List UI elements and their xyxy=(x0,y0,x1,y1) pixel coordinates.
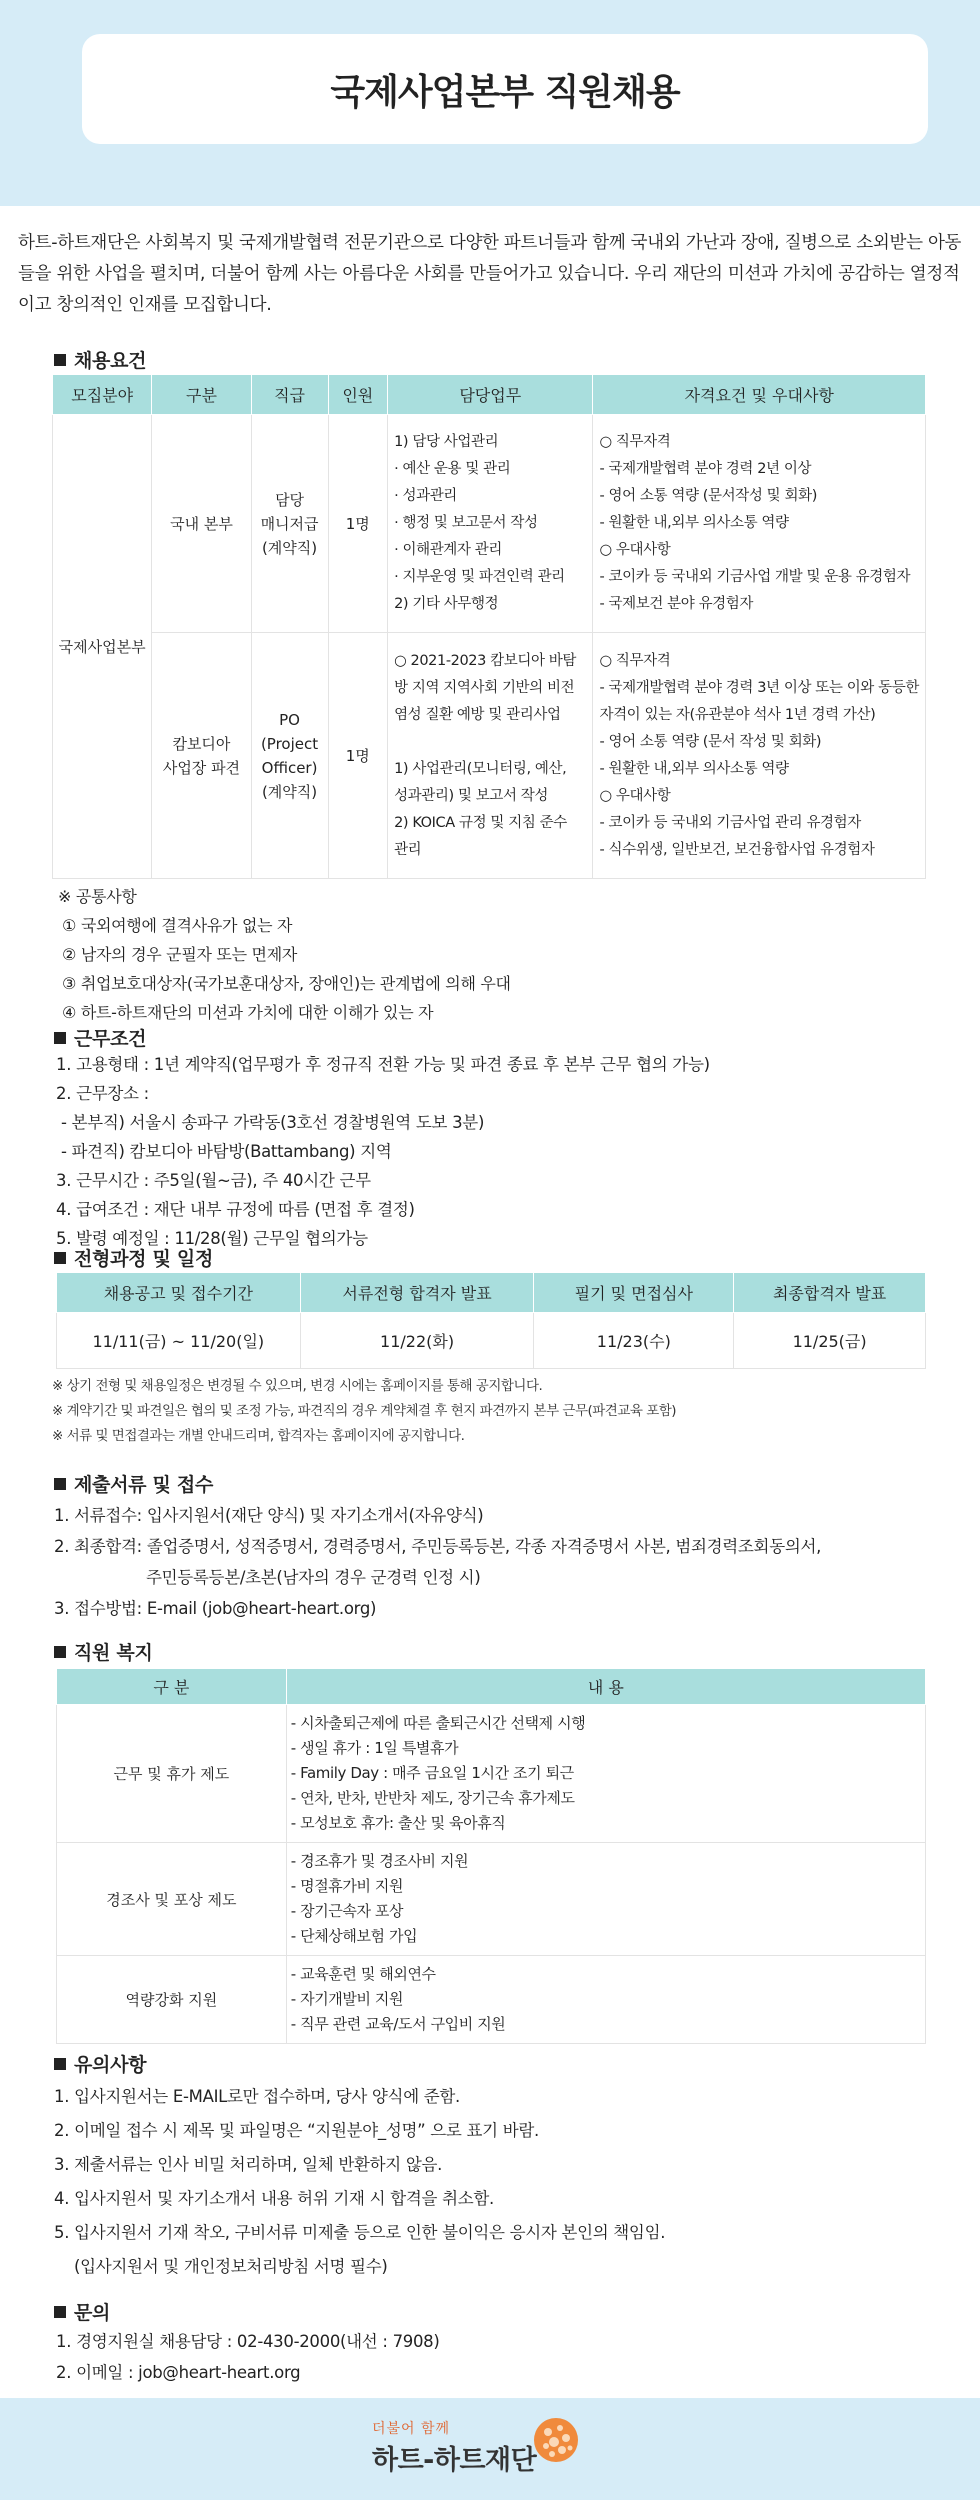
header-cell: 구분 xyxy=(152,375,251,415)
documents-list xyxy=(54,1500,821,1624)
field-cell: 국제사업본부 xyxy=(53,415,152,879)
list-item: ② 남자의 경우 군필자 또는 면제자 xyxy=(62,945,298,964)
grade-line: 담당 xyxy=(275,490,305,509)
list-item: ③ 취업보호대상자(국가보훈대상자, 장애인)는 관계법에 의해 우대 xyxy=(62,974,511,993)
welfare-line: - 연차, 반차, 반반차 제도, 장기근속 휴가제도 xyxy=(290,1789,575,1807)
duty-line: ○ 2021-2023 캄보디아 바탐 xyxy=(394,652,577,669)
requirements-title: 채용요건 xyxy=(74,350,147,372)
welfare-line: - 시차출퇴근제에 따른 출퇴근시간 선택제 시행 xyxy=(290,1714,586,1732)
grade-line: (계약직) xyxy=(261,538,318,557)
schedule-cell: 11/11(금) ~ 11/20(일) xyxy=(57,1313,301,1369)
square-bullet-icon xyxy=(54,1478,66,1490)
list-item: ④ 하트-하트재단의 미션과 가치에 대한 이해가 있는 자 xyxy=(62,1003,434,1022)
grade-cell xyxy=(251,415,328,633)
qual-line: - 국제개발협력 분야 경력 3년 이상 또는 이와 동등한 xyxy=(599,679,919,696)
footer-band xyxy=(0,2398,980,2500)
cautions-list xyxy=(54,2080,665,2284)
documents-heading xyxy=(54,1470,213,1497)
quals-cell xyxy=(593,633,926,879)
welfare-category: 경조사 및 포상 제도 xyxy=(57,1843,287,1956)
contact-title: 문의 xyxy=(74,2302,111,2324)
count-cell: 1명 xyxy=(328,633,388,879)
logo-org-name: 하트-하트재단 xyxy=(372,2445,537,2476)
note-line: ※ 상기 전형 및 채용일정은 변경될 수 있으며, 변경 시에는 홈페이지를 통해 공지합니다. xyxy=(52,1378,543,1394)
duty-line: · 지부운영 및 파견인력 관리 xyxy=(394,569,565,585)
list-item: 1. 서류접수: 입사지원서(재단 양식) 및 자기소개서(자유양식) xyxy=(54,1506,484,1525)
welfare-line: - 모성보호 휴가: 출산 및 육아휴직 xyxy=(290,1814,506,1832)
cautions-heading xyxy=(54,2050,146,2077)
qual-line: ○ 우대사항 xyxy=(599,542,671,558)
square-bullet-icon xyxy=(54,2306,66,2318)
list-item: 5. 발령 예정일 : 11/28(월) 근무일 협의가능 xyxy=(56,1229,368,1248)
list-item: 4. 입사지원서 및 자기소개서 내용 허위 기재 시 합격을 취소함. xyxy=(54,2189,494,2208)
contact-list xyxy=(56,2326,440,2388)
header-cell: 자격요건 및 우대사항 xyxy=(593,375,926,415)
welfare-items xyxy=(286,1843,925,1956)
table-row xyxy=(53,415,926,633)
table-row xyxy=(57,1313,926,1369)
table-row xyxy=(57,1705,926,1843)
list-item: 주민등록등본/초본(남자의 경우 군경력 인정 시) xyxy=(146,1568,481,1587)
grade-line: Officer) xyxy=(261,758,318,777)
welfare-line: - 명절휴가비 지원 xyxy=(290,1877,404,1895)
duty-line: · 이해관계자 관리 xyxy=(394,542,502,558)
duty-line: · 성과관리 xyxy=(394,488,457,504)
count-cell: 1명 xyxy=(328,415,388,633)
list-item: 2. 근무장소 : xyxy=(56,1084,149,1103)
list-item: 3. 근무시간 : 주5일(월~금), 주 40시간 근무 xyxy=(56,1171,371,1190)
welfare-category: 근무 및 휴가 제도 xyxy=(57,1705,287,1843)
list-item: 5. 입사지원서 기재 착오, 구비서류 미제출 등으로 인한 불이익은 응시자 본인의 책임임. xyxy=(54,2223,666,2242)
header-cell: 필기 및 면접심사 xyxy=(534,1273,734,1313)
note-line: ※ 서류 및 면접결과는 개별 안내드리며, 합격자는 홈페이지에 공지합니다. xyxy=(52,1428,465,1444)
duty-line: 2) KOICA 규정 및 지침 준수 xyxy=(394,814,567,831)
qual-line: ○ 직무자격 xyxy=(599,434,671,450)
schedule-cell: 11/23(수) xyxy=(534,1313,734,1369)
list-item: 2. 이메일 접수 시 제목 및 파일명은 “지원분야_성명” 으로 표기 바람. xyxy=(54,2121,539,2140)
square-bullet-icon xyxy=(54,1252,66,1264)
grade-line: 매니저급 xyxy=(260,514,319,533)
duty-line: 염성 질환 예방 및 관리사업 xyxy=(394,706,561,723)
list-item: 4. 급여조건 : 재단 내부 규정에 따름 (면접 후 결정) xyxy=(56,1200,415,1219)
common-notes-title: ※ 공통사항 xyxy=(58,887,137,906)
duty-line: 1) 담당 사업관리 xyxy=(394,434,499,450)
welfare-line: - 장기근속자 포상 xyxy=(290,1902,404,1920)
list-item: 1. 경영지원실 채용담당 : 02-430-2000(내선 : 7908) xyxy=(56,2332,440,2351)
table-row xyxy=(53,633,926,879)
common-notes xyxy=(58,882,511,1027)
grade-line: PO xyxy=(279,710,300,729)
duty-line: · 행정 및 보고문서 작성 xyxy=(394,515,538,531)
table-header-row xyxy=(53,375,926,415)
qual-line: ○ 우대사항 xyxy=(599,787,671,804)
grade-line: (Project xyxy=(260,734,319,753)
org-logo xyxy=(372,2414,612,2484)
welfare-line: - 생일 휴가 : 1일 특별휴가 xyxy=(290,1739,459,1757)
welfare-line: - 단체상해보험 가입 xyxy=(290,1927,418,1945)
logo-tagline: 더불어 함께 xyxy=(372,2421,451,2437)
schedule-heading xyxy=(54,1244,213,1271)
list-item: 3. 접수방법: E-mail (job@heart-heart.org) xyxy=(54,1599,377,1618)
schedule-notes xyxy=(52,1374,676,1449)
duty-line: 2) 기타 사무행정 xyxy=(394,596,499,612)
header-band xyxy=(0,0,980,206)
note-line: ※ 계약기간 및 파견일은 협의 및 조정 가능, 파견직의 경우 계약체결 후 현지 파견까지 본부 근무(파견교육 포함) xyxy=(52,1403,677,1419)
header-cell: 모집분야 xyxy=(53,375,152,415)
welfare-items xyxy=(286,1705,925,1843)
page-title: 국제사업본부 직원채용 xyxy=(330,71,680,113)
qual-line: - 식수위생, 일반보건, 보건융합사업 유경험자 xyxy=(599,841,875,858)
cautions-title: 유의사항 xyxy=(74,2054,147,2076)
contact-heading xyxy=(54,2298,110,2325)
list-item: 1. 입사지원서는 E-MAIL로만 접수하며, 당사 양식에 준함. xyxy=(54,2087,461,2106)
header-cell: 최종합격자 발표 xyxy=(734,1273,926,1313)
grade-line: (계약직) xyxy=(261,782,318,801)
requirements-heading xyxy=(54,346,146,373)
heart-globe-icon xyxy=(532,2416,580,2464)
division-line: 사업장 파견 xyxy=(162,758,241,777)
schedule-title: 전형과정 및 일정 xyxy=(74,1248,214,1270)
table-header-row xyxy=(57,1273,926,1313)
division-line: 캄보디아 xyxy=(172,734,231,753)
square-bullet-icon xyxy=(54,2058,66,2070)
schedule-cell: 11/22(화) xyxy=(300,1313,534,1369)
title-card xyxy=(82,34,928,144)
qual-line: - 국제개발협력 분야 경력 2년 이상 xyxy=(599,461,812,477)
welfare-line: - 자기개발비 지원 xyxy=(290,1990,404,2008)
qual-line: - 원활한 내,외부 의사소통 역량 xyxy=(599,515,789,531)
duties-cell xyxy=(388,415,593,633)
conditions-title: 근무조건 xyxy=(74,1028,147,1050)
division-cell xyxy=(152,633,251,879)
duties-cell xyxy=(388,633,593,879)
welfare-category: 역량강화 지원 xyxy=(57,1956,287,2044)
welfare-table xyxy=(56,1668,926,2044)
welfare-line: - 직무 관련 교육/도서 구입비 지원 xyxy=(290,2015,506,2033)
square-bullet-icon xyxy=(54,1032,66,1044)
conditions-list xyxy=(56,1050,710,1253)
header-cell: 직급 xyxy=(251,375,328,415)
header-cell: 내 용 xyxy=(286,1669,925,1705)
header-cell: 인원 xyxy=(328,375,388,415)
intro-text: 하트-하트재단은 사회복지 및 국제개발협력 전문기관으로 다양한 파트너들과 함께 국내외 가난과 장애, 질병으로 소외받는 아동들을 위한 사업을 펼치며, 더불어 함께 사는 아름다운 사회를 만들어가고 있습니다. 우리 재단의 미션과 가치에 공감하는 열정적이고 창의적인 인재를 모집합니다. xyxy=(18,233,962,315)
list-item: - 본부직) 서울시 송파구 가락동(3호선 경찰병원역 도보 3분) xyxy=(56,1113,485,1132)
schedule-table xyxy=(56,1272,926,1369)
schedule-cell: 11/25(금) xyxy=(734,1313,926,1369)
list-item: 2. 최종합격: 졸업증명서, 성적증명서, 경력증명서, 주민등록등본, 각종 자격증명서 사본, 범죄경력조회동의서, xyxy=(54,1537,822,1556)
list-item: ① 국외여행에 결격사유가 없는 자 xyxy=(62,916,293,935)
header-cell: 담당업무 xyxy=(388,375,593,415)
table-row xyxy=(57,1843,926,1956)
documents-title: 제출서류 및 접수 xyxy=(74,1474,214,1496)
header-cell: 구 분 xyxy=(57,1669,287,1705)
qual-line: ○ 직무자격 xyxy=(599,652,671,669)
qual-line: - 국제보건 분야 유경험자 xyxy=(599,596,753,612)
qual-line: - 코이카 등 국내외 기금사업 관리 유경험자 xyxy=(599,814,861,831)
division-cell: 국내 본부 xyxy=(152,415,251,633)
list-item: 1. 고용형태 : 1년 계약직(업무평가 후 정규직 전환 가능 및 파견 종료 후 본부 근무 협의 가능) xyxy=(56,1055,710,1074)
square-bullet-icon xyxy=(54,354,66,366)
header-cell: 채용공고 및 접수기간 xyxy=(57,1273,301,1313)
duty-line: 1) 사업관리(모니터링, 예산, xyxy=(394,760,567,777)
duty-line: 관리 xyxy=(394,841,422,858)
welfare-line: - Family Day : 매주 금요일 1시간 조기 퇴근 xyxy=(290,1764,574,1782)
welfare-line: - 교육훈련 및 해외연수 xyxy=(290,1965,436,1983)
qual-line: - 영어 소통 역량 (문서 작성 및 회화) xyxy=(599,733,822,750)
welfare-line: - 경조휴가 및 경조사비 지원 xyxy=(290,1852,469,1870)
duty-line: · 예산 운용 및 관리 xyxy=(394,461,511,477)
list-item: (입사지원서 및 개인정보처리방침 서명 필수) xyxy=(74,2257,388,2276)
conditions-heading xyxy=(54,1024,146,1051)
email-line: 2. 이메일 : job@heart-heart.org xyxy=(56,2363,301,2382)
welfare-items xyxy=(286,1956,925,2044)
qual-line: - 원활한 내,외부 의사소통 역량 xyxy=(599,760,789,777)
qual-line: - 코이카 등 국내외 기금사업 개발 및 운용 유경험자 xyxy=(599,569,911,585)
header-cell: 서류전형 합격자 발표 xyxy=(300,1273,534,1313)
welfare-title: 직원 복지 xyxy=(74,1642,153,1664)
table-row xyxy=(57,1956,926,2044)
list-item: - 파견직) 캄보디아 바탐방(Battambang) 지역 xyxy=(56,1142,392,1161)
qual-line: - 영어 소통 역량 (문서작성 및 회화) xyxy=(599,488,817,504)
duty-line: 방 지역 지역사회 기반의 비전 xyxy=(394,679,575,696)
duty-line: 성과관리) 및 보고서 작성 xyxy=(394,787,549,804)
table-header-row xyxy=(57,1669,926,1705)
grade-cell xyxy=(251,633,328,879)
welfare-heading xyxy=(54,1638,153,1665)
square-bullet-icon xyxy=(54,1646,66,1658)
requirements-table xyxy=(52,374,926,879)
spacer xyxy=(394,729,586,756)
qual-line: 자격이 있는 자(유관분야 석사 1년 경력 가산) xyxy=(599,706,876,723)
list-item: 3. 제출서류는 인사 비밀 처리하며, 일체 반환하지 않음. xyxy=(54,2155,443,2174)
quals-cell xyxy=(593,415,926,633)
